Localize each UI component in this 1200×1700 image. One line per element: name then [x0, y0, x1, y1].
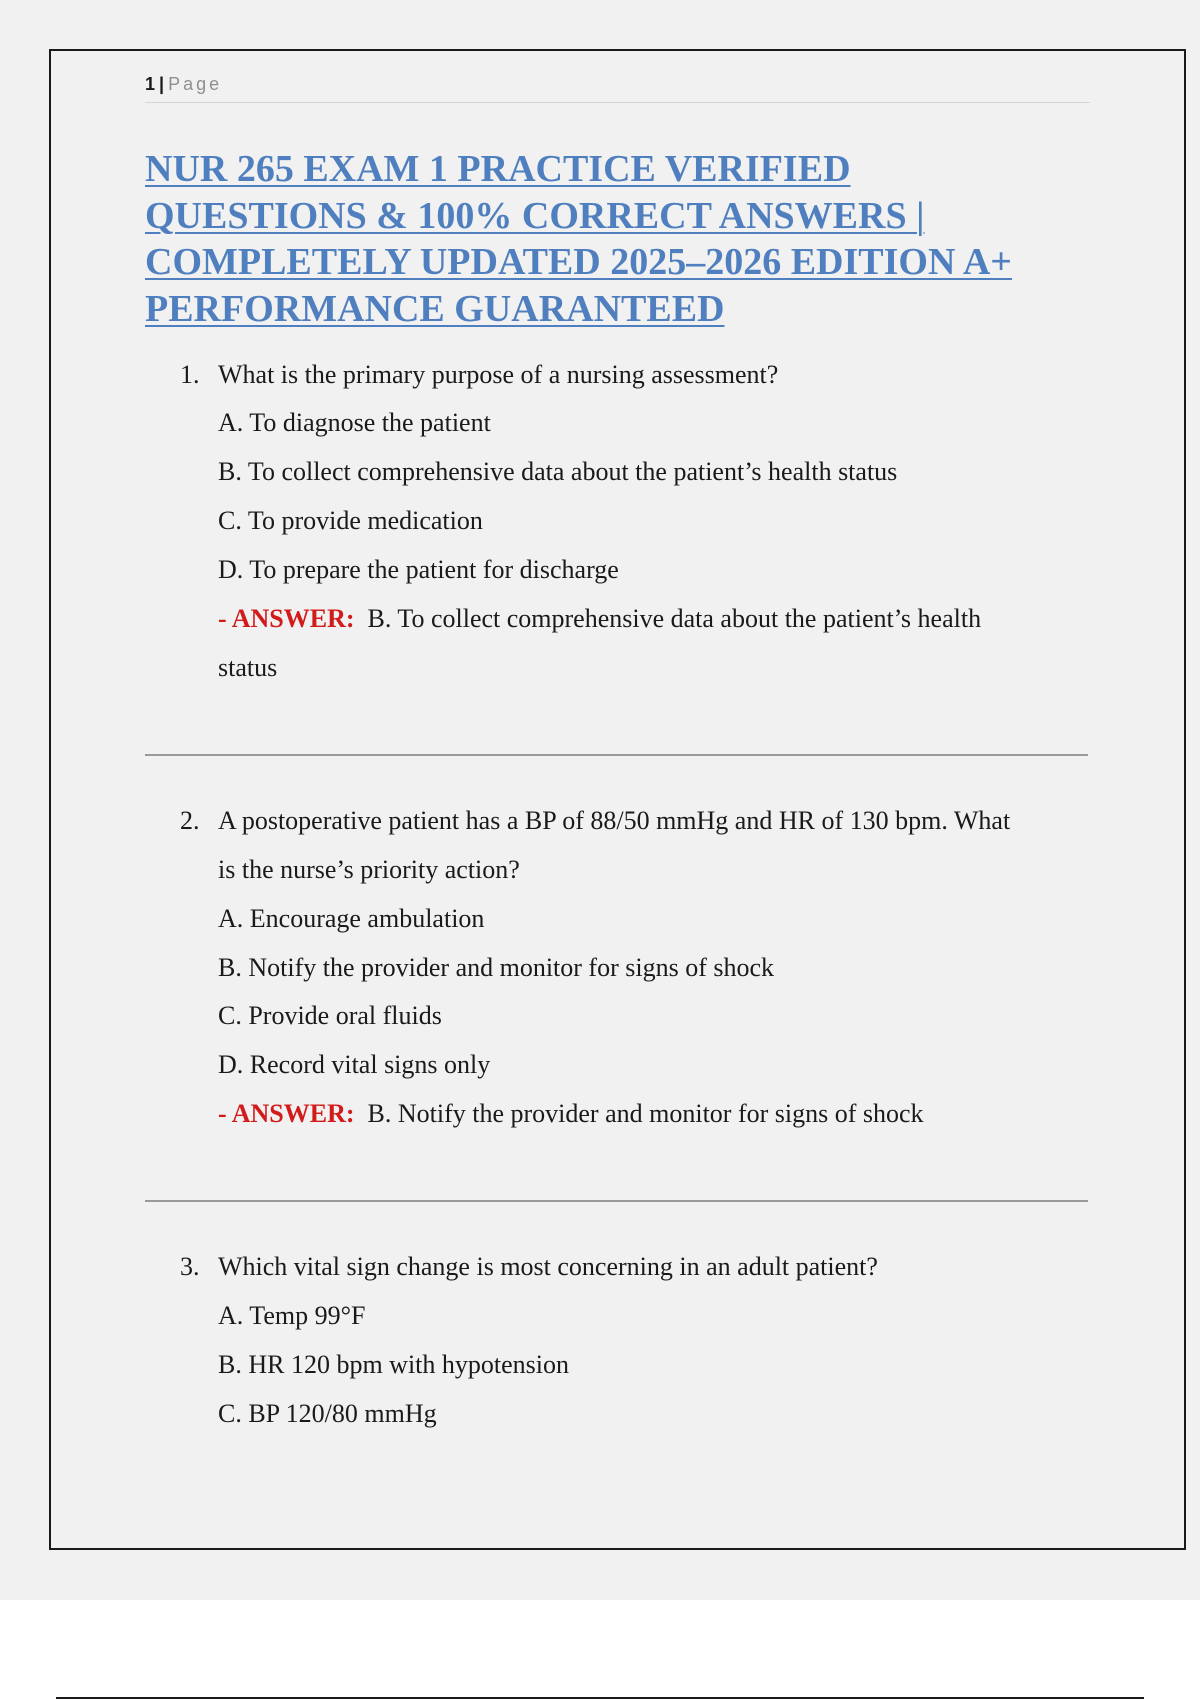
- answer-text: B. Notify the provider and monitor for signs of shock: [367, 1099, 924, 1128]
- page-number: 1: [145, 74, 156, 94]
- page-label: Page: [168, 74, 223, 94]
- answer-option: A. Encourage ambulation: [218, 904, 485, 933]
- title-line: PERFORMANCE GUARANTEED: [145, 287, 725, 330]
- question-number: 3.: [180, 1252, 200, 1281]
- answer-text: B. To collect comprehensive data about the patient’s health: [367, 604, 982, 633]
- answer-option: B. Notify the provider and monitor for signs of shock: [218, 953, 775, 982]
- question-text-continued: is the nurse’s priority action?: [218, 855, 520, 884]
- question-text: A postoperative patient has a BP of 88/50 mmHg and HR of 130 bpm. What: [218, 806, 1011, 835]
- question-divider: [145, 1200, 1088, 1202]
- answer-option: C. To provide medication: [218, 506, 483, 535]
- answer-option: B. To collect comprehensive data about the patient’s health status: [218, 457, 898, 486]
- title-line: QUESTIONS & 100% CORRECT ANSWERS |: [145, 194, 925, 237]
- question-text: Which vital sign change is most concerning in an adult patient?: [218, 1252, 878, 1281]
- answer-option: D. To prepare the patient for discharge: [218, 555, 619, 584]
- next-page-rule: [56, 1697, 1144, 1699]
- answer-option: A. To diagnose the patient: [218, 408, 491, 437]
- answer-label: - ANSWER:: [218, 1099, 355, 1128]
- title-line: COMPLETELY UPDATED 2025–2026 EDITION A+: [145, 241, 1012, 283]
- answer-option: D. Record vital signs only: [218, 1050, 491, 1079]
- question-divider: [145, 754, 1088, 756]
- question-text: What is the primary purpose of a nursing assessment?: [218, 360, 779, 389]
- answer-option: B. HR 120 bpm with hypotension: [218, 1350, 570, 1379]
- document-title: [145, 146, 1095, 332]
- question-number: 2.: [180, 806, 200, 835]
- answer-option: C. Provide oral fluids: [218, 1001, 442, 1030]
- answer-label: - ANSWER:: [218, 604, 355, 633]
- page-header: [145, 70, 1090, 103]
- answer-text-continued: status: [218, 653, 278, 682]
- title-line: NUR 265 EXAM 1 PRACTICE VERIFIED: [145, 148, 851, 190]
- question-number: 1.: [180, 360, 200, 389]
- correct-answer: [218, 603, 981, 635]
- header-separator: |: [159, 74, 165, 94]
- correct-answer: [218, 1098, 924, 1130]
- answer-option: A. Temp 99°F: [218, 1301, 366, 1330]
- answer-option: C. BP 120/80 mmHg: [218, 1399, 437, 1428]
